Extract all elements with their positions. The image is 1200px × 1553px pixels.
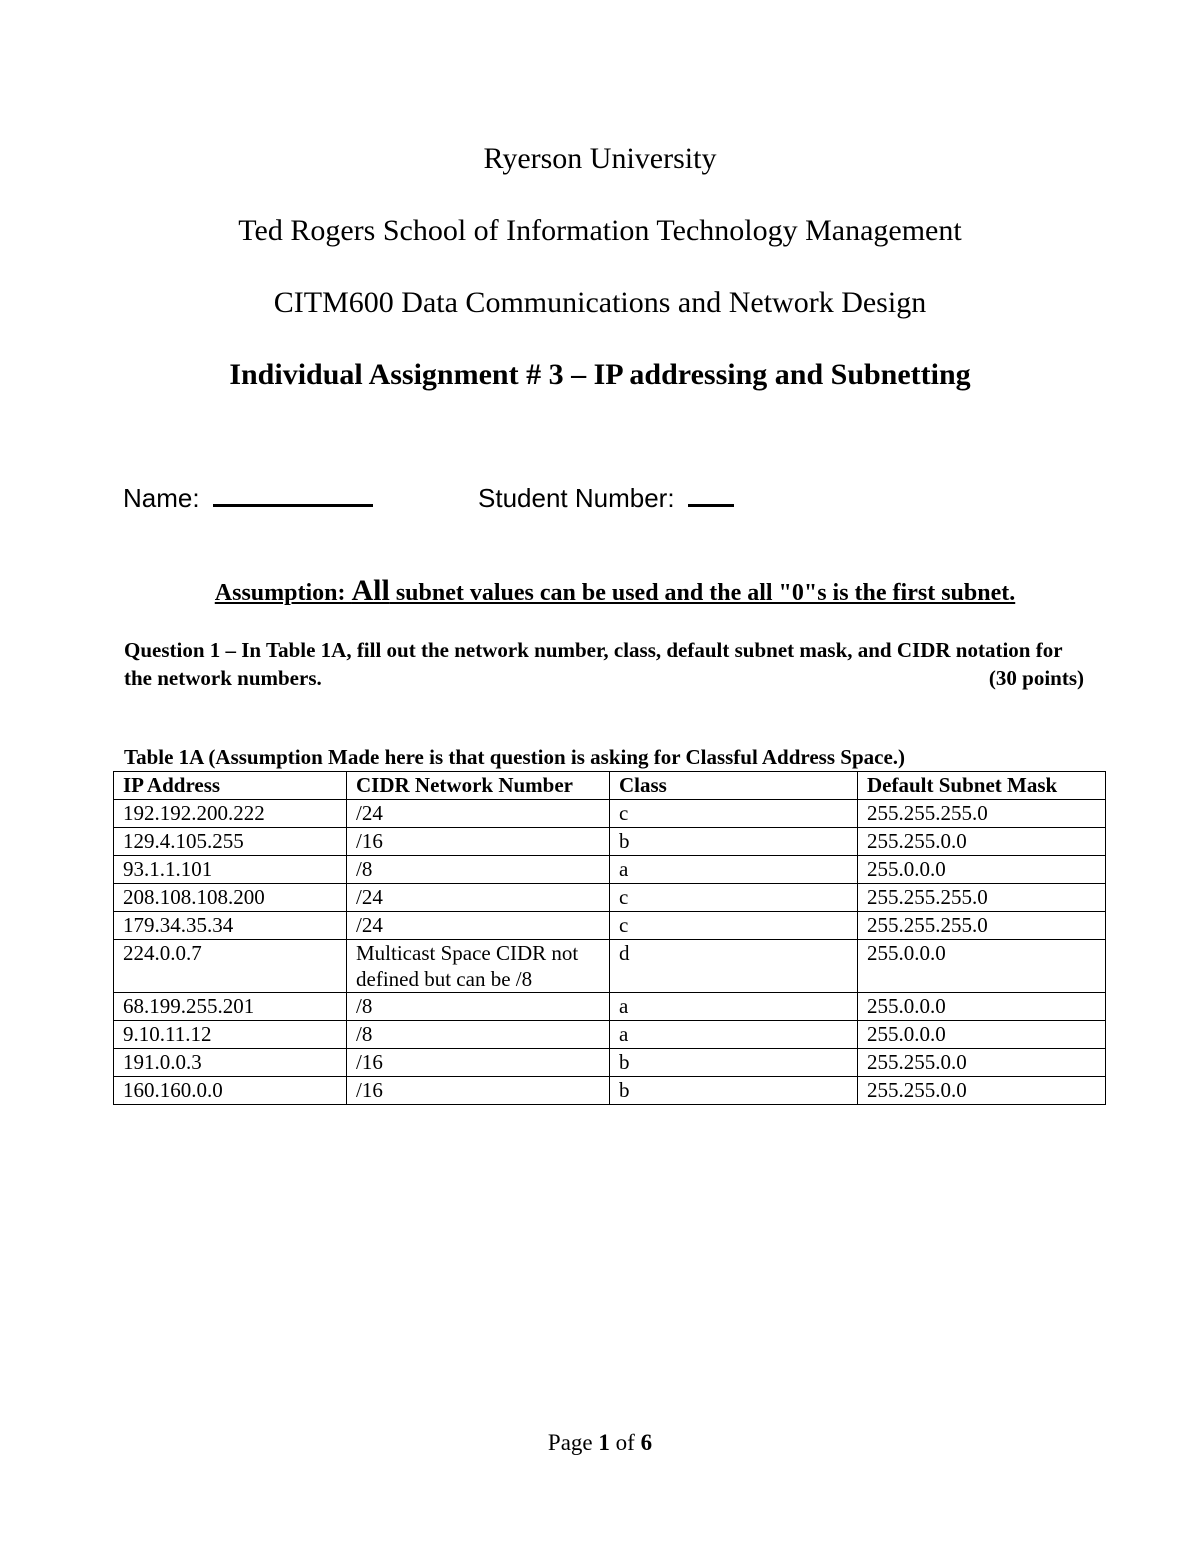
header-default-subnet-mask: Default Subnet Mask (858, 772, 1106, 800)
cell-class: b (610, 1049, 858, 1077)
university-name: Ryerson University (483, 142, 717, 175)
header-ip-address: IP Address (114, 772, 347, 800)
cell-ip-address: 129.4.105.255 (114, 828, 347, 856)
assignment-title: Individual Assignment # 3 – IP addressing and Subnetting (229, 358, 971, 391)
cell-subnet-mask: 255.255.0.0 (858, 1049, 1106, 1077)
cell-subnet-mask: 255.255.255.0 (858, 800, 1106, 828)
assumption-rest: subnet values can be used and the all "0"s is the first subnet. (389, 580, 1016, 606)
cell-subnet-mask: 255.0.0.0 (858, 940, 1106, 993)
cell-subnet-mask: 255.0.0.0 (858, 993, 1106, 1021)
question-points: (30 points) (988, 665, 1084, 690)
table-caption: Table 1A (Assumption Made here is that question is asking for Classful Address Space.) (124, 745, 906, 769)
cell-cidr: Multicast Space CIDR not defined but can be /8 (347, 940, 610, 993)
cell-subnet-mask: 255.255.0.0 (858, 1077, 1106, 1105)
name-label: Name: (123, 483, 200, 513)
cell-cidr: /24 (347, 884, 610, 912)
table-row (114, 828, 1106, 856)
question-text: Question 1 – In Table 1A, fill out the network number, class, default subnet mask, and CIDR notation for the network numbers. (124, 638, 1063, 690)
current-page-number: 1 (598, 1430, 610, 1455)
cell-class: b (610, 1077, 858, 1105)
assumption-lead: Assumption: (214, 580, 352, 606)
table-header-row (114, 772, 1106, 800)
cell-ip-address: 9.10.11.12 (114, 1021, 347, 1049)
cell-cidr: /16 (347, 1077, 610, 1105)
school-name: Ted Rogers School of Information Technology Management (238, 214, 962, 247)
cell-ip-address: 160.160.0.0 (114, 1077, 347, 1105)
cell-ip-address: 68.199.255.201 (114, 993, 347, 1021)
cell-class: c (610, 884, 858, 912)
cell-ip-address: 224.0.0.7 (114, 940, 347, 993)
cell-ip-address: 179.34.35.34 (114, 912, 347, 940)
cell-class: a (610, 1021, 858, 1049)
cell-subnet-mask: 255.255.255.0 (858, 912, 1106, 940)
page-word: Page (547, 1430, 593, 1455)
cell-ip-address: 191.0.0.3 (114, 1049, 347, 1077)
total-pages-number: 6 (640, 1430, 653, 1455)
cell-subnet-mask: 255.0.0.0 (858, 856, 1106, 884)
header-class: Class (610, 772, 858, 800)
table-row (114, 912, 1106, 940)
student-number-label: Student Number: (478, 483, 675, 513)
table-row (114, 884, 1106, 912)
cell-cidr: /24 (347, 912, 610, 940)
table-row (114, 1077, 1106, 1105)
cell-class: b (610, 828, 858, 856)
page-footer (0, 1430, 1200, 1456)
cell-class: a (610, 993, 858, 1021)
cell-cidr: /8 (347, 1021, 610, 1049)
question-1 (124, 637, 1084, 692)
student-number-blank-line (688, 482, 734, 507)
cell-cidr: /24 (347, 800, 610, 828)
cell-class: a (610, 856, 858, 884)
cell-cidr: /8 (347, 993, 610, 1021)
assumption-emphasis: All (351, 574, 390, 607)
cell-ip-address: 208.108.108.200 (114, 884, 347, 912)
cell-subnet-mask: 255.255.0.0 (858, 828, 1106, 856)
header-cidr-network-number: CIDR Network Number (347, 772, 610, 800)
table-row (114, 940, 1106, 993)
assumption-statement (0, 574, 1200, 608)
table-row (114, 856, 1106, 884)
name-blank-line (213, 482, 373, 507)
table-row (114, 1021, 1106, 1049)
cell-class: c (610, 800, 858, 828)
table-row (114, 993, 1106, 1021)
cell-class: c (610, 912, 858, 940)
cell-subnet-mask: 255.0.0.0 (858, 1021, 1106, 1049)
cell-subnet-mask: 255.255.255.0 (858, 884, 1106, 912)
name-field (123, 482, 373, 514)
cell-cidr: /16 (347, 1049, 610, 1077)
cell-ip-address: 192.192.200.222 (114, 800, 347, 828)
table-row (114, 800, 1106, 828)
cell-cidr: /8 (347, 856, 610, 884)
cell-class: d (610, 940, 858, 993)
student-number-field (478, 482, 734, 514)
of-word: of (615, 1430, 635, 1455)
table-row (114, 1049, 1106, 1077)
course-title: CITM600 Data Communications and Network Design (273, 286, 927, 319)
ip-address-table (113, 771, 1106, 1105)
cell-ip-address: 93.1.1.101 (114, 856, 347, 884)
cell-cidr: /16 (347, 828, 610, 856)
